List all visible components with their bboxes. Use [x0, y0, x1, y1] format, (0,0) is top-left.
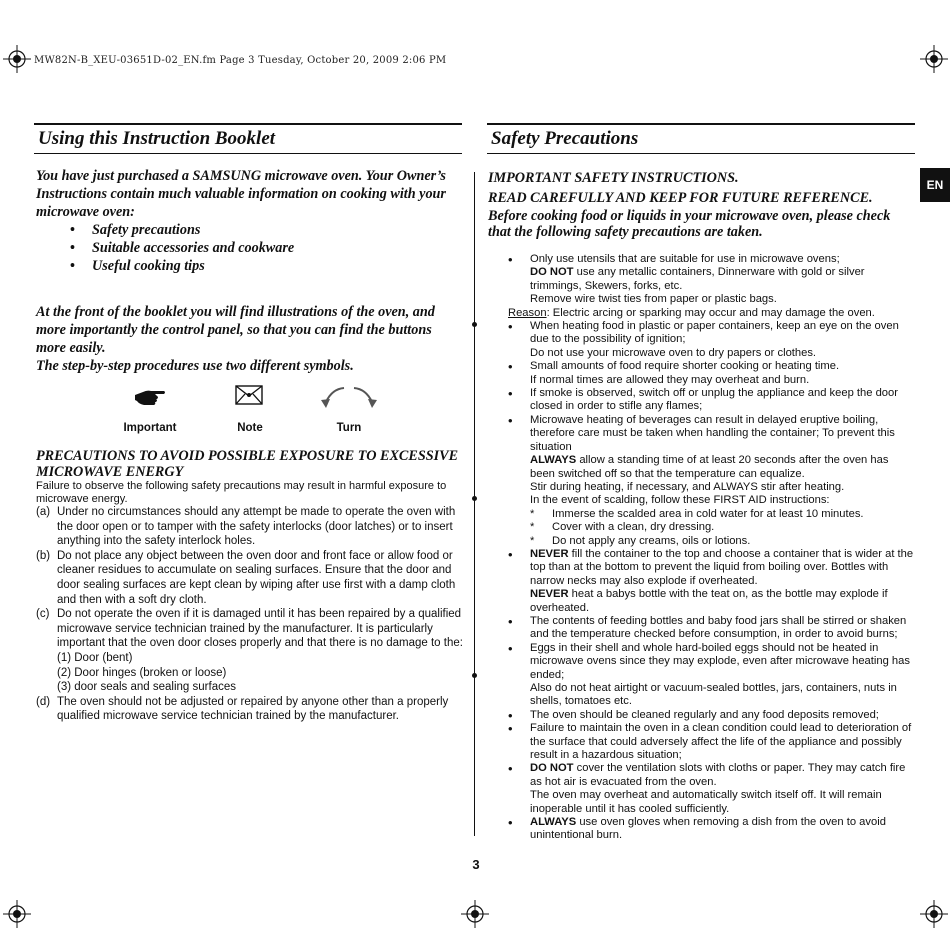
intro-bullet-list [36, 221, 464, 275]
item-text: cover the ventilation slots with cloths or paper. They may catch fire as hot air is evacuated from the oven. [530, 762, 906, 788]
registration-mark-icon [920, 900, 948, 928]
list-item [36, 607, 464, 695]
emphasis: DO NOT [530, 266, 574, 279]
first-aid-step: * Cover with a clean, dry dressing. [530, 521, 715, 534]
para-symbols: The step-by-step procedures use two different symbols. [36, 358, 354, 374]
item-text: Failure to maintain the oven in a clean condition could lead to deterioration of the surface that could adversely affect the life of the appliance and possibly result in a hazardous situation; [530, 722, 912, 762]
item-text: Only use utensils that are suitable for use in microwave ovens; [530, 253, 840, 265]
registration-mark-icon [3, 45, 31, 73]
item-text: The contents of feeding bottles and baby food jars shall be stirred or shaken and the temperature checked before consumption, in order to avoid burns; [530, 614, 907, 641]
heading-read-carefully: READ CAREFULLY AND KEEP FOR FUTURE REFERENCE. [488, 190, 873, 206]
registration-mark-icon [461, 900, 489, 928]
item-label: (d) [36, 695, 51, 708]
list-item: • Safety precautions [92, 221, 464, 239]
item-label: (b) [36, 549, 51, 562]
list-item: • Useful cooking tips [92, 257, 464, 275]
item-text: Do not operate the oven if it is damaged until it has been repaired by a qualified microwave service technician trained by the manufacturer. It is particularly important that the oven door closes properly and that there is no damage to the: [57, 608, 463, 650]
registration-mark-icon [920, 45, 948, 73]
emphasis: NEVER [530, 588, 569, 601]
emphasis: ALWAYS [530, 816, 577, 829]
item-label: (a) [36, 506, 51, 518]
list-item [508, 615, 916, 642]
para-illustrations: At the front of the booklet you will find illustrations of the oven, and more importantly the control panel, so that you can find the buttons more easily. [36, 304, 435, 356]
language-tab: EN [920, 168, 950, 202]
divider-dot [472, 673, 477, 678]
turn-arrows-icon [318, 384, 380, 410]
column-divider [474, 172, 475, 836]
list-item [508, 548, 916, 615]
list-item [508, 762, 916, 816]
item-text: The oven should not be adjusted or repaired by anyone other than a properly qualified microwave service technician trained by the manufacturer. [57, 695, 449, 723]
item-text: use oven gloves when removing a dish from the oven to avoid unintentional burn. [530, 816, 886, 842]
reason-line [508, 307, 916, 320]
list-item [508, 387, 916, 414]
item-text: Under no circumstances should any attempt be made to operate the oven with the door open or to tamper with the safety interlocks (door latches) or to insert anything into the safety interlock holes. [57, 506, 456, 548]
list-item [36, 505, 464, 549]
registration-mark-icon [3, 900, 31, 928]
divider-dot [472, 322, 477, 327]
item-text: Eggs in their shell and whole hard-boiled eggs should not be heated in microwave ovens since they may explode, even after microwave heating has ended; [530, 641, 910, 681]
page-number: 3 [472, 857, 480, 872]
emphasis: ALWAYS [530, 454, 577, 467]
right-page-title: Safety Precautions [491, 128, 639, 149]
item-text: Remove wire twist ties from paper or plastic bags. [530, 293, 777, 306]
file-header: MW82N-B_XEU-03651D-02_EN.fm Page 3 Tuesday, October 20, 2009 2:06 PM [34, 55, 447, 66]
first-aid-step: * Do not apply any creams, oils or lotions. [530, 534, 751, 547]
precautions-intro: Failure to observe the following safety precautions may result in harmful exposure to microwave energy. [36, 480, 447, 505]
item-text: The oven may overheat and automatically switch itself off. It will remain inoperable until it has cooled sufficiently. [530, 789, 882, 815]
item-text: When heating food in plastic or paper containers, keep an eye on the oven due to the possibility of ignition; [530, 320, 899, 346]
reason-text: : Electric arcing or sparking may occur and may damage the oven. [546, 306, 875, 319]
symbol-label-turn: Turn [336, 422, 362, 434]
list-item [508, 360, 916, 387]
item-text: In the event of scalding, follow these FIRST AID instructions: [530, 494, 830, 507]
list-item [36, 695, 464, 724]
first-aid-step: * Immerse the scalded area in cold water for at least 10 minutes. [530, 507, 864, 520]
safety-list [508, 253, 916, 843]
envelope-icon [234, 384, 264, 406]
list-item [508, 320, 916, 360]
item-text: use any metallic containers, Dinnerware with gold or silver trimmings, Skewers, forks, etc. [530, 266, 865, 292]
heading-important: IMPORTANT SAFETY INSTRUCTIONS. [488, 170, 739, 186]
sub-item: (3) door seals and sealing surfaces [57, 681, 236, 694]
item-text: heat a babys bottle with the teat on, as the bottle may explode if overheated. [530, 588, 888, 614]
divider-dot [472, 496, 477, 501]
item-text: Small amounts of food require shorter cooking or heating time. [530, 360, 840, 373]
sub-item: (2) Door hinges (broken or loose) [57, 666, 227, 679]
right-title-bar [487, 123, 915, 154]
list-item [508, 709, 916, 722]
precautions-title: PRECAUTIONS TO AVOID POSSIBLE EXPOSURE TO EXCESSIVE MICROWAVE ENERGY [36, 448, 459, 480]
list-item [508, 816, 916, 843]
list-item [508, 642, 916, 709]
item-text: If smoke is observed, switch off or unplug the appliance and keep the door closed in order to stifle any flames; [530, 387, 898, 413]
item-text: Microwave heating of beverages can result in delayed eruptive boiling, therefore care must be taken when handling the container; To prevent this situation [530, 413, 895, 453]
pointing-hand-icon [133, 386, 167, 408]
item-text: Also do not heat airtight or vacuum-sealed bottles, jars, containers, nuts in shells, tomatoes etc. [530, 682, 897, 708]
list-item [508, 414, 916, 548]
left-page-title: Using this Instruction Booklet [38, 128, 276, 149]
heading-before-cooking: Before cooking food or liquids in your microwave oven, please check that the following safety precautions are taken. [488, 208, 891, 240]
item-text: allow a standing time of at least 20 seconds after the oven has been switched off so that the temperature can equalize. [530, 454, 889, 480]
asterisk-marker: * [530, 534, 535, 547]
booklet-paragraph [36, 303, 464, 375]
reason-label: Reason [508, 306, 547, 319]
list-item: • Suitable accessories and cookware [92, 239, 464, 257]
asterisk-marker: * [530, 507, 535, 520]
item-text: Do not use your microwave oven to dry papers or clothes. [530, 346, 817, 359]
precautions-list [36, 505, 464, 724]
list-item [508, 253, 916, 320]
emphasis: NEVER [530, 547, 569, 560]
sub-item: (1) Door (bent) [57, 651, 133, 664]
item-text: The oven should be cleaned regularly and any food deposits removed; [530, 708, 879, 721]
item-text: Stir during heating, if necessary, and ALWAYS stir after heating. [530, 480, 845, 493]
item-text: Do not place any object between the oven door and front face or allow food or cleaner residues to accumulate on sealing surfaces. Ensure that the door and door sealing surfaces are kept clean by wiping after use first with a damp cloth and then with a soft dry cloth. [57, 549, 456, 606]
intro-section [36, 167, 464, 275]
item-text: fill the container to the top and choose a container that is wider at the top than at the bottom to prevent the liquid from boiling over. Bottles with narrow necks may also explode if overheated. [530, 547, 914, 587]
intro-text: You have just purchased a SAMSUNG microwave oven. Your Owner’s Instructions contain much valuable information on cooking with your microwave oven: [36, 168, 446, 220]
list-item [36, 549, 464, 607]
symbol-label-note: Note [237, 422, 263, 434]
left-title-bar [34, 123, 462, 154]
list-item [508, 722, 916, 762]
item-label: (c) [36, 608, 50, 621]
emphasis: DO NOT [530, 762, 574, 775]
symbol-label-important: Important [123, 422, 177, 434]
asterisk-marker: * [530, 521, 535, 534]
item-text: If normal times are allowed they may overheat and burn. [530, 373, 810, 386]
safety-headings [488, 169, 916, 240]
